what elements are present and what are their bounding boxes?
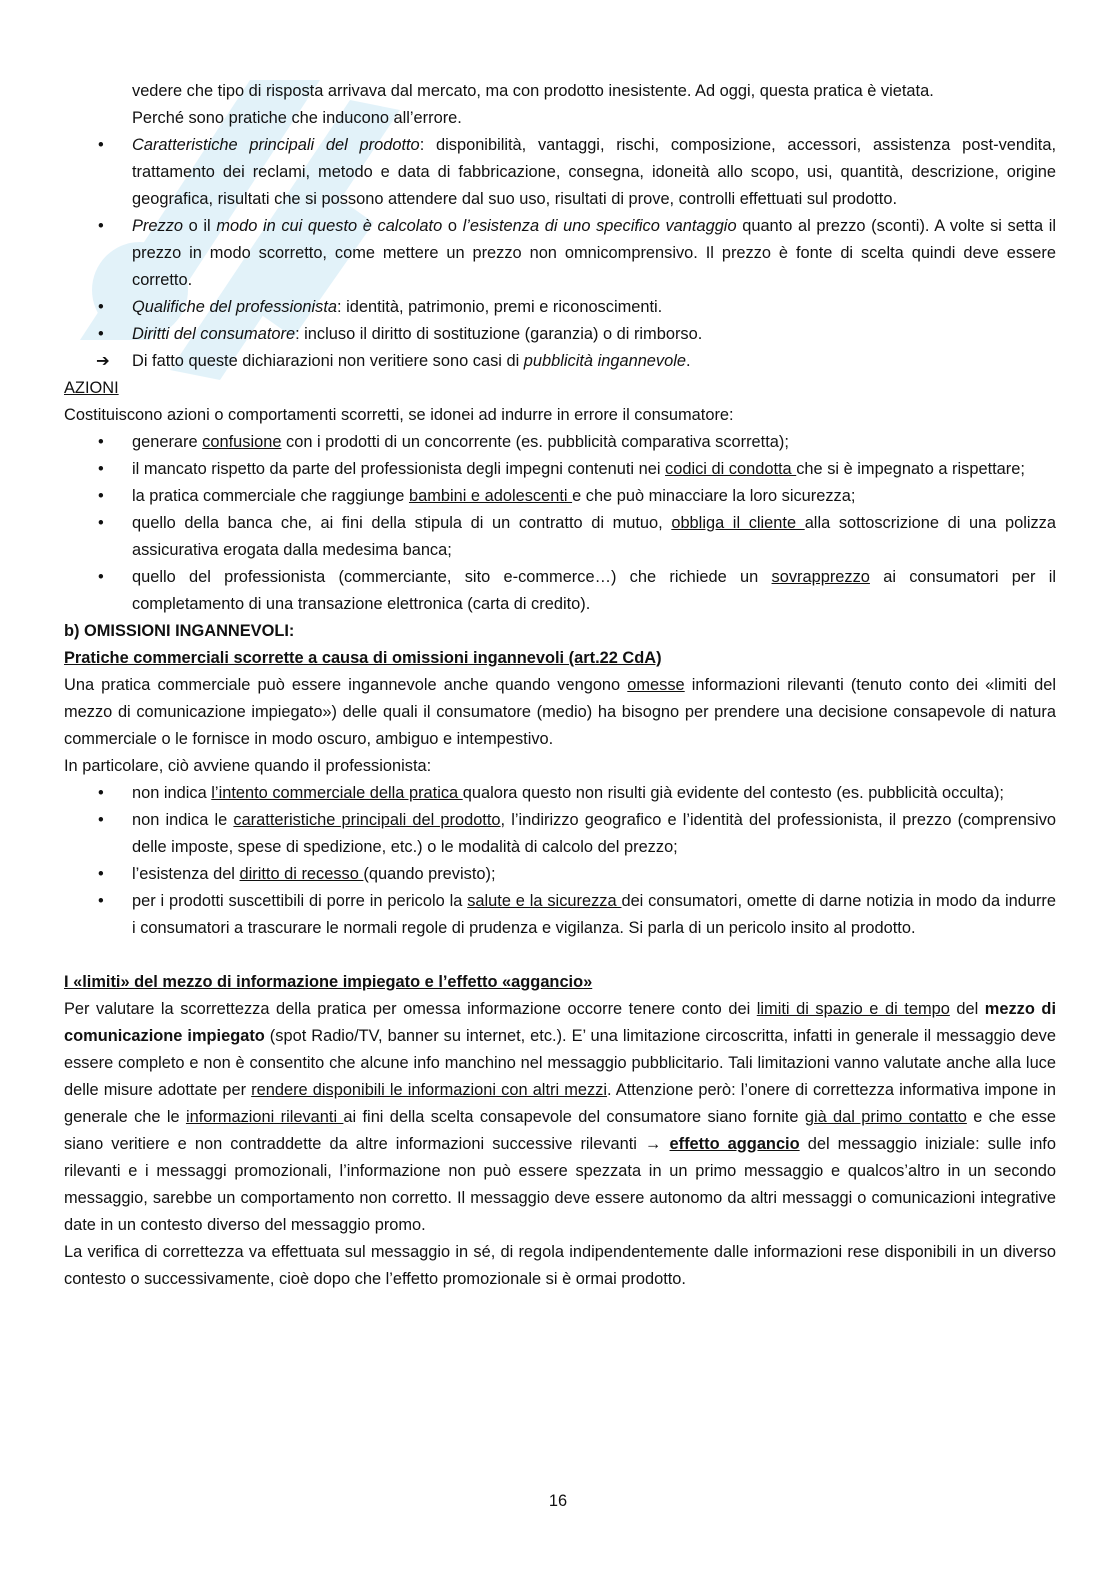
arrow-icon: ➔ bbox=[96, 352, 110, 370]
list-item: • non indica l’intento commerciale della pratica qualora questo non risulti già evidente del contesto (es. pubblicità occulta); bbox=[98, 784, 1004, 802]
list-item: • il mancato rispetto da parte del professionista degli impegni contenuti nei codici di condotta che si è impegnato a rispettare; bbox=[98, 460, 1025, 478]
list-item: • Caratteristiche principali del prodotto: disponibilità, vantaggi, rischi, composizione, accessori, assistenza post-vendita, trattamento dei reclami, metodo e data di fabbricazione, consegna, idoneità allo scopo, usi, quantità, descrizione, origine geografica, risultati che si possono attendere dal suo uso, risultati di prove, controlli effettuati sul prodotto. bbox=[98, 136, 1056, 208]
omissioni-list bbox=[64, 780, 1056, 942]
list-item: • l’esistenza del diritto di recesso (quando previsto); bbox=[98, 865, 496, 883]
omissioni-intro: In particolare, ciò avviene quando il professionista: bbox=[64, 757, 432, 775]
arrow-icon: → bbox=[645, 1135, 662, 1153]
list-item: • non indica le caratteristiche principali del prodotto, l’indirizzo geografico e l’identità del professionista, il prezzo (comprensivo delle imposte, spese di spedizione, etc.) o le modalità di calcolo del prezzo; bbox=[98, 811, 1057, 856]
list-item: • Qualifiche del professionista: identità, patrimonio, premi e riconoscimenti. bbox=[98, 298, 663, 316]
list-item: • per i prodotti suscettibili di porre in pericolo la salute e la sicurezza dei consumatori, omette di darne notizia in modo da indurre i consumatori a trascurare le normali regole di prudenza e vigilanza. Si parla di un pericolo insito al prodotto. bbox=[98, 892, 1056, 937]
product-info-list bbox=[64, 132, 1056, 348]
list-item: • quello della banca che, ai fini della stipula di un contratto di mutuo, obbliga il cliente alla sottoscrizione di una polizza assicurativa erogata dalla medesima banca; bbox=[98, 514, 1056, 559]
paragraph-continuation: vedere che tipo di risposta arrivava dal mercato, ma con prodotto inesistente. Ad oggi, questa pratica è vietata. Perché sono pratiche che inducono all’errore. bbox=[132, 82, 934, 127]
list-item: • quello del professionista (commerciante, sito e-commerce…) che richiede un sovrapprezzo ai consumatori per il completamento di una transazione elettronica (carta di credito). bbox=[98, 568, 1056, 613]
section-heading-omissioni: b) OMISSIONI INGANNEVOLI: bbox=[64, 622, 295, 640]
limiti-paragraph-2: La verifica di correttezza va effettuata sul messaggio in sé, di regola indipendentemente dalle informazioni rese disponibili in un diverso contesto o successivamente, cioè dopo che l’effetto promozionale si è ormai prodotto. bbox=[64, 1243, 1056, 1288]
list-item: • generare confusione con i prodotti di un concorrente (es. pubblicità comparativa scorretta); bbox=[98, 433, 789, 451]
list-item: • Diritti del consumatore: incluso il diritto di sostituzione (garanzia) o di rimborso. bbox=[98, 325, 703, 343]
list-item: • Prezzo o il modo in cui questo è calcolato o l’esistenza di uno specifico vantaggio quanto al prezzo (sconti). A volte si setta il prezzo in modo scorretto, come mettere un prezzo non omnicomprensivo. Il prezzo è fonte di scelta quindi deve essere corretto. bbox=[98, 217, 1057, 289]
section-heading-limiti: I «limiti» del mezzo di informazione impiegato e l’effetto «aggancio» bbox=[64, 973, 593, 991]
list-item: • la pratica commerciale che raggiunge bambini e adolescenti e che può minacciare la loro sicurezza; bbox=[98, 487, 856, 505]
limiti-paragraph: Per valutare la scorrettezza della pratica per omessa informazione occorre tenere conto dei limiti di spazio e di tempo del mezzo di comunicazione impiegato (spot Radio/TV, banner su internet, etc.). E’ una limitazione circoscritta, infatti in generale il messaggio deve essere completo e non è consentito che alcune info manchino nel messaggio pubblicitario. Tali limitazioni vanno valutate anche alla luce delle misure adottate per rendere disponibili le informazioni con altri mezzi. Attenzione però: l’onere di correttezza informativa impone in generale che le informazioni rilevanti ai fini della scelta consapevole del consumatore siano fornite già dal primo contatto e che esse siano veritiere e non contraddette da altre informazioni successive rilevanti → effetto aggancio del messaggio iniziale: sulle info rilevanti e i messaggi promozionali, l’informazione non può essere spezzata in un primo messaggio e qualcos’altro in un secondo messaggio, sarebbe un comportamento non corretto. Il messaggio deve essere autonomo da altri messaggi o comunicazioni integrative date in un contesto diverso del messaggio promo. bbox=[64, 1000, 1057, 1234]
document-page bbox=[64, 78, 1056, 1293]
arrow-conclusion: ➔ Di fatto queste dichiarazioni non veritiere sono casi di pubblicità ingannevole. bbox=[64, 348, 1056, 375]
omissioni-paragraph: Una pratica commerciale può essere ingannevole anche quando vengono omesse informazioni rilevanti (tenuto conto dei «limiti del mezzo di comunicazione impiegato») delle quali il consumatore (medio) ha bisogno per prendere una decisione consapevole di natura commerciale o le fornisce in modo oscuro, ambiguo e intempestivo. bbox=[64, 676, 1057, 748]
section-heading-azioni: AZIONI bbox=[64, 379, 119, 397]
subheading-omissioni: Pratiche commerciali scorrette a causa di omissioni ingannevoli (art.22 CdA) bbox=[64, 649, 662, 667]
azioni-intro: Costituiscono azioni o comportamenti scorretti, se idonei ad indurre in errore il consumatore: bbox=[64, 406, 734, 424]
azioni-list bbox=[64, 429, 1056, 618]
page-number: 16 bbox=[548, 1492, 568, 1510]
